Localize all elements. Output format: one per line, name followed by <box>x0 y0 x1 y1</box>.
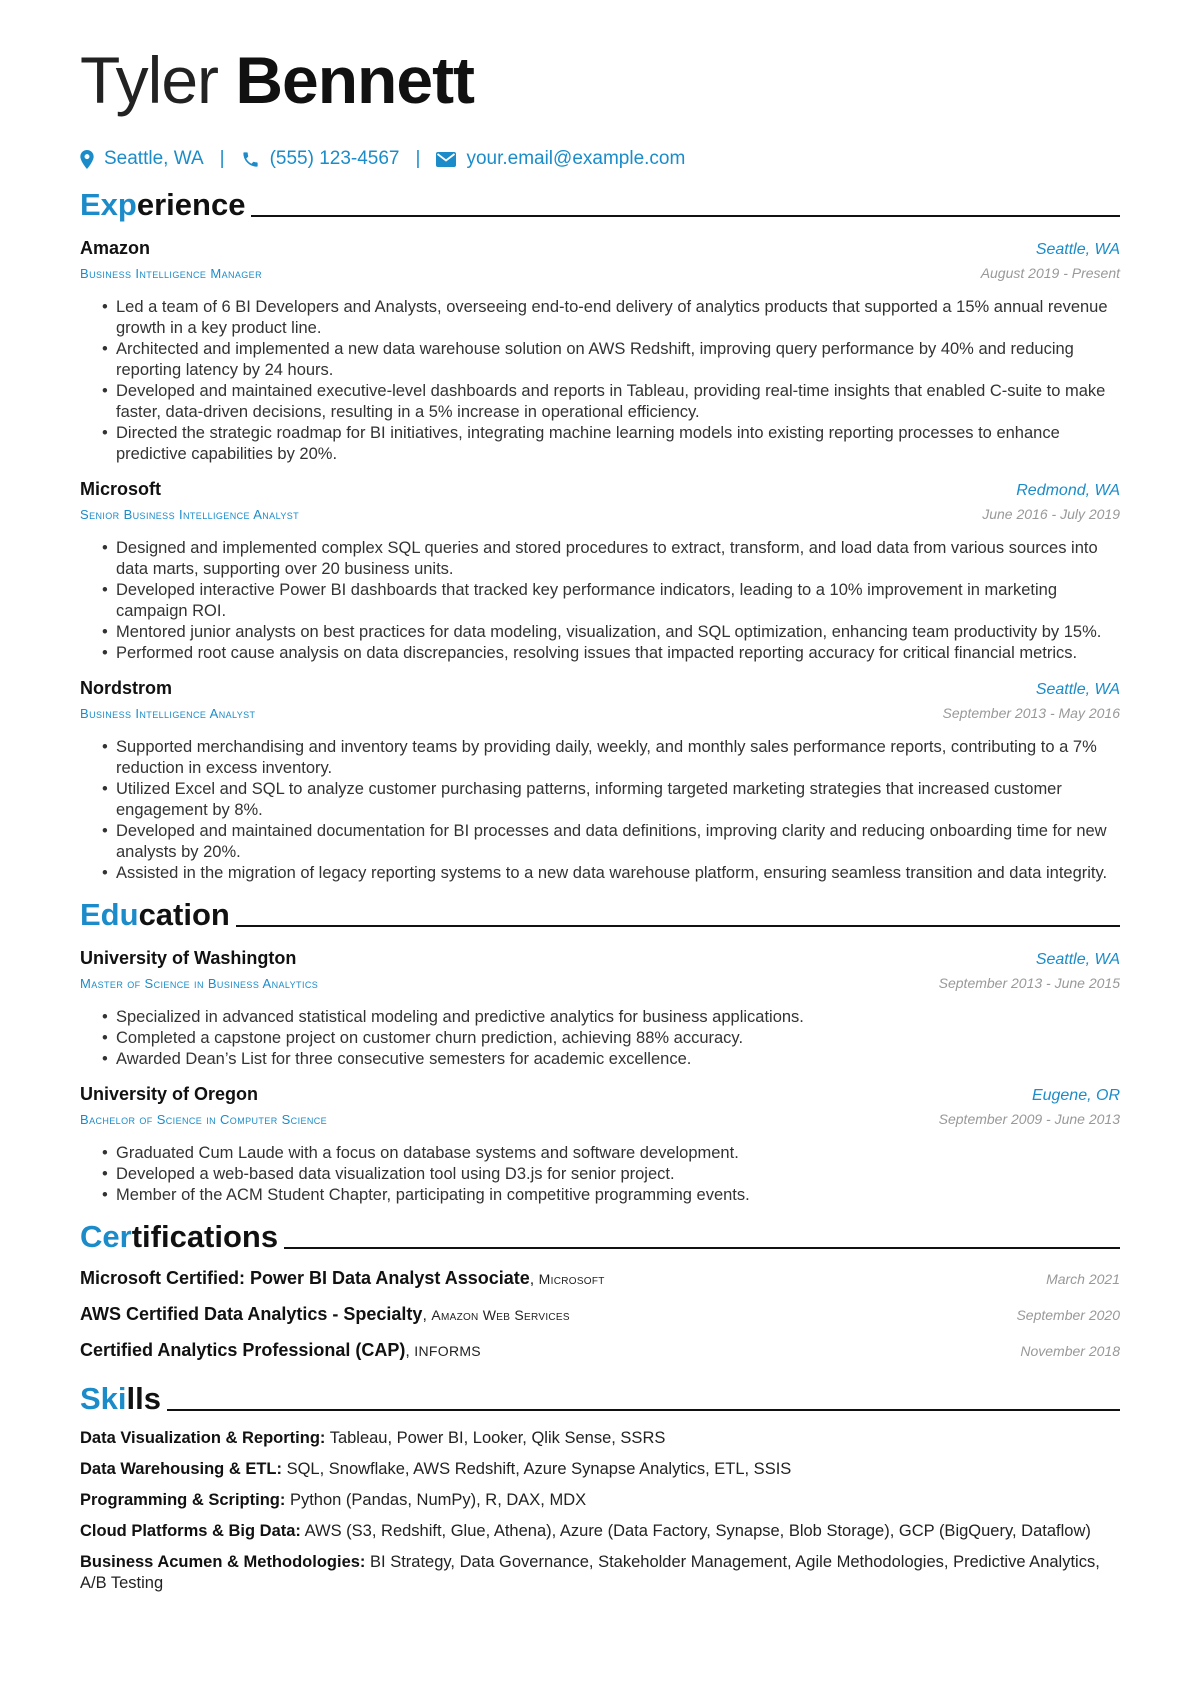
skill-category: Programming & Scripting: <box>80 1491 286 1509</box>
phone-icon <box>241 150 260 169</box>
certification-issuer: Amazon Web Services <box>431 1307 570 1323</box>
section-rule <box>236 925 1120 927</box>
certification-item: Microsoft Certified: Power BI Data Analyst Associate, Microsoft March 2021 <box>80 1260 1120 1296</box>
certification-date: September 2020 <box>1016 1307 1120 1323</box>
contact-separator: | <box>415 148 421 169</box>
company-name: Amazon <box>80 238 151 258</box>
section-rule <box>284 1247 1120 1249</box>
section-title: Certifications <box>80 1219 279 1254</box>
job-location: Seattle, WA <box>1035 241 1120 258</box>
experience-entry <box>80 236 1120 465</box>
bullet-item: • Architected and implemented a new data warehouse solution on AWS Redshift, improving query performance by 40% and reducing reporting latency by 24 hours. <box>102 339 1120 381</box>
job-location: Seattle, WA <box>1035 681 1120 698</box>
skill-items: BI Strategy, Data Governance, Stakeholder Management, Agile Methodologies, Predictive Analytics, A/B Testing <box>80 1553 1100 1592</box>
school-name: University of Washington <box>80 948 297 968</box>
degree-title: Bachelor of Science in Computer Science <box>80 1112 328 1127</box>
bullet-item: • Led a team of 6 BI Developers and Analysts, overseeing end-to-end delivery of analytics products that supported a 15% annual revenue growth in a key product line. <box>102 297 1120 339</box>
bullet-item: • Directed the strategic roadmap for BI initiatives, integrating machine learning models into existing reporting processes to enhance predictive capabilities by 20%. <box>102 423 1120 465</box>
bullet-item: • Developed and maintained executive-level dashboards and reports in Tableau, providing real-time insights that enabled C-suite to make faster, data-driven decisions, resulting in a 5% increase in operational efficiency. <box>102 381 1120 423</box>
contact-separator: | <box>219 148 225 169</box>
job-title: Business Intelligence Analyst <box>80 706 256 721</box>
job-bullets <box>80 297 1120 465</box>
resume-name <box>80 40 1120 120</box>
bullet-item: • Supported merchandising and inventory teams by providing daily, weekly, and monthly sales performance reports, contributing to a 7% reduction in excess inventory. <box>102 737 1120 779</box>
education-entry <box>80 1082 1120 1206</box>
resume-page <box>80 40 1120 1604</box>
company-name: Nordstrom <box>80 678 173 698</box>
education-bullets <box>80 1007 1120 1070</box>
bullet-item: • Developed interactive Power BI dashboards that tracked key performance indicators, leading to a 10% improvement in marketing campaign ROI. <box>102 580 1120 622</box>
experience-entry <box>80 477 1120 664</box>
skill-items: AWS (S3, Redshift, Glue, Athena), Azure (Data Factory, Synapse, Blob Storage), GCP (BigQuery, Dataflow) <box>304 1522 1091 1540</box>
job-title: Senior Business Intelligence Analyst <box>80 507 300 522</box>
education-dates: September 2013 - June 2015 <box>938 975 1120 991</box>
contact-email[interactable] <box>436 148 685 170</box>
certification-issuer: Microsoft <box>538 1271 605 1287</box>
first-name: Tyler <box>80 43 219 117</box>
skill-row <box>80 1552 1120 1594</box>
bullet-item: • Designed and implemented complex SQL queries and stored procedures to extract, transform, and load data from various sources into data marts, supporting over 20 business units. <box>102 538 1120 580</box>
bullet-item: • Completed a capstone project on customer churn prediction, achieving 88% accuracy. <box>102 1028 1120 1049</box>
section-header-skills <box>80 1378 1120 1418</box>
bullet-item: • Awarded Dean’s List for three consecutive semesters for academic excellence. <box>102 1049 1120 1070</box>
section-rule <box>167 1409 1120 1411</box>
phone-text: (555) 123-4567 <box>269 148 400 169</box>
contact-info <box>80 144 1120 174</box>
certification-item: AWS Certified Data Analytics - Specialty, Amazon Web Services September 2020 <box>80 1296 1120 1332</box>
certification-issuer: INFORMS <box>414 1343 481 1359</box>
school-location: Seattle, WA <box>1035 951 1120 968</box>
certification-list <box>80 1260 1120 1368</box>
skill-items: Tableau, Power BI, Looker, Qlik Sense, SSRS <box>329 1429 666 1447</box>
bullet-item: • Performed root cause analysis on data discrepancies, resolving issues that impacted reporting accuracy for critical financial metrics. <box>102 643 1120 664</box>
job-location: Redmond, WA <box>1016 482 1120 499</box>
skill-row <box>80 1459 1120 1480</box>
section-title: Education <box>80 897 230 932</box>
certification-date: November 2018 <box>1020 1343 1120 1359</box>
certification-name: Certified Analytics Professional (CAP) <box>80 1340 406 1360</box>
bullet-item: • Utilized Excel and SQL to analyze customer purchasing patterns, informing targeted marketing strategies that increased customer engagement by 8%. <box>102 779 1120 821</box>
section-rule <box>251 215 1120 217</box>
bullet-item: • Developed and maintained documentation for BI processes and data definitions, improving clarity and reducing onboarding time for new analysts by 20%. <box>102 821 1120 863</box>
section-header-education <box>80 894 1120 934</box>
certification-date: March 2021 <box>1046 1271 1120 1287</box>
experience-entry <box>80 676 1120 884</box>
skill-items: SQL, Snowflake, AWS Redshift, Azure Synapse Analytics, ETL, SSIS <box>286 1460 792 1478</box>
job-dates: September 2013 - May 2016 <box>942 705 1120 721</box>
location-text: Seattle, WA <box>104 148 204 169</box>
bullet-item: • Specialized in advanced statistical modeling and predictive analytics for business applications. <box>102 1007 1120 1028</box>
education-dates: September 2009 - June 2013 <box>938 1111 1120 1127</box>
job-dates: August 2019 - Present <box>980 265 1120 281</box>
skill-row <box>80 1521 1120 1542</box>
section-header-experience <box>80 184 1120 224</box>
school-name: University of Oregon <box>80 1084 259 1104</box>
skill-category: Cloud Platforms & Big Data: <box>80 1522 301 1540</box>
bullet-item: • Graduated Cum Laude with a focus on database systems and software development. <box>102 1143 1120 1164</box>
job-bullets <box>80 737 1120 884</box>
job-dates: June 2016 - July 2019 <box>982 506 1120 522</box>
certification-name: AWS Certified Data Analytics - Specialty <box>80 1304 423 1324</box>
skill-category: Data Visualization & Reporting: <box>80 1429 326 1447</box>
skills-list <box>80 1428 1120 1594</box>
skill-row <box>80 1490 1120 1511</box>
section-title: Skills <box>80 1381 161 1416</box>
last-name: Bennett <box>235 43 475 117</box>
bullet-item: • Member of the ACM Student Chapter, participating in competitive programming events. <box>102 1185 1120 1206</box>
skill-category: Business Acumen & Methodologies: <box>80 1553 366 1571</box>
skill-items: Python (Pandas, NumPy), R, DAX, MDX <box>289 1491 587 1509</box>
bullet-item: • Assisted in the migration of legacy reporting systems to a new data warehouse platform, ensuring seamless transition and data integrity. <box>102 863 1120 884</box>
skill-category: Data Warehousing & ETL: <box>80 1460 282 1478</box>
bullet-item: • Mentored junior analysts on best practices for data modeling, visualization, and SQL optimization, enhancing team productivity by 15%. <box>102 622 1120 643</box>
contact-location <box>80 148 204 170</box>
education-bullets <box>80 1143 1120 1206</box>
map-pin-icon <box>80 150 94 169</box>
degree-title: Master of Science in Business Analytics <box>80 976 319 991</box>
envelope-icon <box>436 152 456 167</box>
skill-row <box>80 1428 1120 1449</box>
section-title: Experience <box>80 187 246 222</box>
job-title: Business Intelligence Manager <box>80 266 262 281</box>
contact-phone[interactable] <box>241 148 400 170</box>
job-bullets <box>80 538 1120 664</box>
bullet-item: • Developed a web-based data visualization tool using D3.js for senior project. <box>102 1164 1120 1185</box>
certification-item: Certified Analytics Professional (CAP), INFORMS November 2018 <box>80 1332 1120 1368</box>
certification-name: Microsoft Certified: Power BI Data Analyst Associate <box>80 1268 530 1288</box>
email-text: your.email@example.com <box>466 148 686 169</box>
section-header-certifications <box>80 1216 1120 1256</box>
company-name: Microsoft <box>80 479 161 499</box>
school-location: Eugene, OR <box>1031 1087 1120 1104</box>
education-entry <box>80 946 1120 1070</box>
